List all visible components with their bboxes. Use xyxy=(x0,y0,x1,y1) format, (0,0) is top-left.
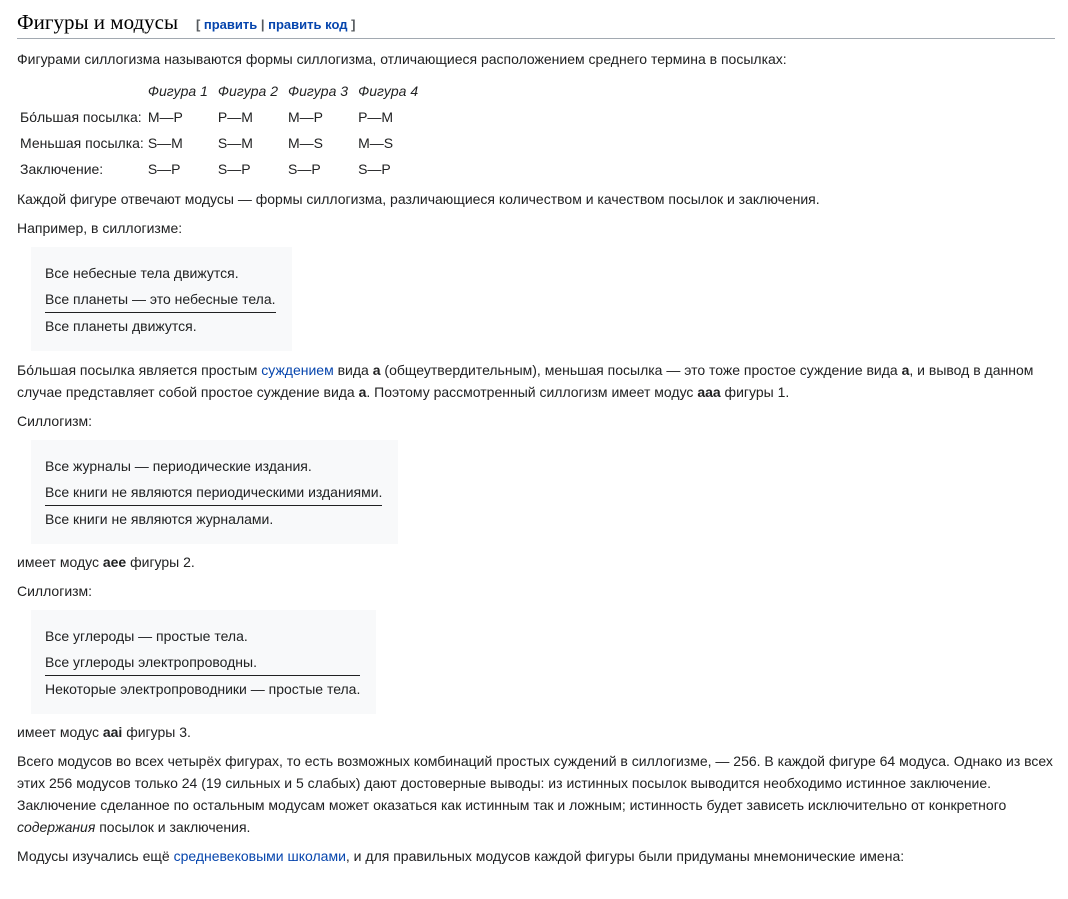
medieval-paragraph: Модусы изучались ещё средневековыми школами, и для правильных модусов каждой фигуры были придуманы мнемонические имена: xyxy=(17,848,905,864)
edit-source-link[interactable]: править код xyxy=(268,17,348,32)
explanation-paragraph: Бо́льшая посылка является простым суждением вида a (общеутвердительным), меньшая посылка — это тоже простое суждение вида a, и вывод в данном случае представляет собой простое суждение вида a. Поэтому рассмотренный силлогизм имеет модус aaa фигуры 1. xyxy=(17,362,1034,400)
table-cell: S—P xyxy=(147,161,181,177)
example-intro: Например, в силлогизме: xyxy=(17,220,183,236)
premise: Все книги не являются периодическими изданиями. xyxy=(45,479,382,506)
table-cell: P—M xyxy=(217,109,253,125)
premise: Все планеты — это небесные тела. xyxy=(45,286,276,313)
table-cell: S—M xyxy=(147,135,183,151)
table-row xyxy=(17,130,428,156)
table-cell: M—S xyxy=(287,135,323,151)
table-cell: M—S xyxy=(358,135,394,151)
syllogism-label: Силлогизм: xyxy=(17,583,93,599)
edit-link[interactable]: править xyxy=(203,17,258,32)
syllogism-box-3 xyxy=(31,610,376,714)
judgment-link[interactable]: суждением xyxy=(261,362,334,378)
table-cell: S—P xyxy=(287,161,321,177)
table-cell: M—P xyxy=(147,109,183,125)
table-row xyxy=(17,104,428,130)
total-paragraph: Всего модусов во всех четырёх фигурах, то есть возможных комбинаций простых суждений в силлогизме, — 256. В каждой фигуре 64 модуса. Однако из всех этих 256 модусов только 24 (19 сильных и 5 слабых) дают достоверные выводы: из истинных посылок выводится необходимо истинное заключение. Заключение сделанное по остальным модусам может оказаться как истинным так и ложным; истинность будет зависеть исключительно от конкретного содержания посылок и заключения. xyxy=(17,753,1053,835)
premise: Все небесные тела движутся. xyxy=(45,265,239,281)
figure-header: Фигура 3 xyxy=(287,83,349,99)
section-title: Фигуры и модусы xyxy=(17,10,179,34)
table-cell: M—P xyxy=(287,109,323,125)
table-cell: P—M xyxy=(358,109,394,125)
row-label: Заключение: xyxy=(20,161,104,177)
table-cell: S—P xyxy=(217,161,251,177)
premise: Все углероды электропроводны. xyxy=(45,649,360,676)
section-heading xyxy=(17,0,1055,39)
figure-header: Фигура 1 xyxy=(147,83,208,99)
syllogism-box-2 xyxy=(31,440,398,544)
intro-paragraph: Фигурами силлогизма называются формы силлогизма, отличающиеся расположением среднего термина в посылках: xyxy=(17,51,787,67)
modus-definition: Каждой фигуре отвечают модусы — формы силлогизма, различающиеся количеством и качеством посылок и заключения. xyxy=(17,191,820,207)
syllogism-label: Силлогизм: xyxy=(17,413,93,429)
figure-header: Фигура 2 xyxy=(217,83,278,99)
syllogism-box-1 xyxy=(31,247,292,351)
medieval-schools-link[interactable]: средневековыми школами xyxy=(173,848,346,864)
modus-statement: имеет модус aai фигуры 3. xyxy=(17,724,191,740)
figure-header: Фигура 4 xyxy=(358,83,419,99)
table-cell: S—M xyxy=(217,135,253,151)
conclusion: Некоторые электропроводники — простые тела. xyxy=(45,681,361,697)
row-label: Бо́льшая посылка: xyxy=(20,109,142,125)
table-row xyxy=(17,156,428,182)
premise: Все журналы — периодические издания. xyxy=(45,458,312,474)
edit-section-links: [ править | править код ] xyxy=(195,17,356,32)
premise: Все углероды — простые тела. xyxy=(45,628,248,644)
conclusion: Все планеты движутся. xyxy=(45,318,197,334)
modus-statement: имеет модус aee фигуры 2. xyxy=(17,554,195,570)
conclusion: Все книги не являются журналами. xyxy=(45,511,274,527)
table-cell: S—P xyxy=(358,161,391,177)
row-label: Меньшая посылка: xyxy=(20,135,144,151)
figures-table xyxy=(17,78,428,182)
article-content xyxy=(17,0,1055,867)
